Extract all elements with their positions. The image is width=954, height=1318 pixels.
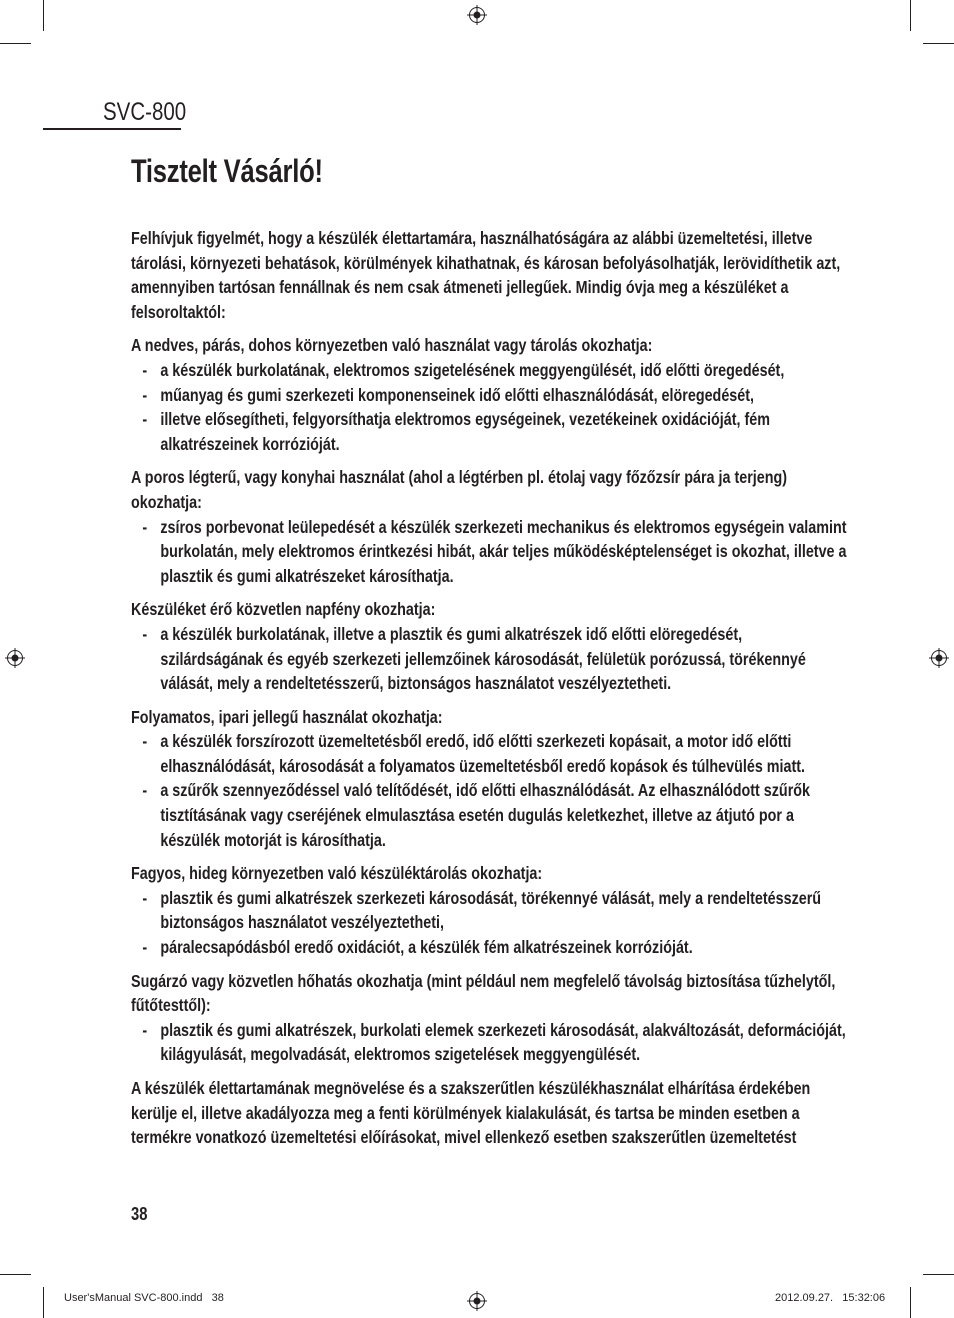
list-item <box>131 383 848 408</box>
bullet-list <box>131 1018 848 1067</box>
section-lead: Fagyos, hideg környezetben való készüléktárolás okozhatja: <box>131 863 543 884</box>
document-body <box>131 226 848 1159</box>
header-rule <box>43 128 181 130</box>
page-number: 38 <box>131 1204 148 1224</box>
registration-mark-icon <box>467 1291 487 1311</box>
crop-mark <box>0 1274 31 1275</box>
page-title: Tisztelt Vásárló! <box>131 153 323 189</box>
list-item-text: a készülék burkolatának, illetve a plasztik és gumi alkatrészek idő előtti elöregedését, szilárdságának és egyéb szerkezeti jellemzőinek károsodását, felületük porózussá, törékennyé válását, mely a rendeltetésszerű, biztonságos használatot veszélyeztetheti. <box>160 623 806 694</box>
bullet-list <box>131 622 848 696</box>
section-lead: A nedves, párás, dohos környezetben való használat vagy tárolás okozhatja: <box>131 335 653 356</box>
dash-marker: - <box>142 887 148 908</box>
model-name: SVC-800 <box>103 98 187 126</box>
bullet-list <box>131 515 848 589</box>
list-item <box>131 778 848 852</box>
list-item-text: plasztik és gumi alkatrészek szerkezeti károsodását, törékennyé válását, mely a rendeltetésszerű biztonságos használatot veszélyeztetheti, <box>160 887 822 933</box>
list-item-text: zsíros porbevonat leülepedését a készülék szerkezeti mechanikus és elektromos egységein valamint burkolatán, mely elektromos érintkezési hibát, akár teljes működésképtelenséget is okozhat, illetve a plasztik és gumi alkatrészeket károsíthatja. <box>160 516 847 586</box>
section-lead: A poros légterű, vagy konyhai használat (ahol a légtérben pl. étolaj vagy főzőzsír pára ja terjeng) okozhatja: <box>131 467 788 512</box>
closing-paragraph: A készülék élettartamának megnövelése és a szakszerűtlen készülékhasználat elhárítása érdekében kerülje el, illetve akadályozza meg a fenti körülmények kialakulását, és tartsa be minden esetben a termékre vonatkozó üzemeltetési előírásokat, mivel ellenkező esetben szakszerűtlen üzemeltetést <box>131 1078 811 1148</box>
list-item <box>131 515 848 589</box>
dash-marker: - <box>142 409 148 430</box>
dash-marker: - <box>142 731 148 752</box>
crop-mark <box>43 1287 44 1318</box>
bullet-list <box>131 886 848 960</box>
crop-mark <box>43 0 44 31</box>
list-item-text: a készülék burkolatának, elektromos szigetelésének meggyengülését, idő előtti öregedését, <box>160 359 785 380</box>
dash-marker: - <box>142 780 148 801</box>
crop-mark <box>923 43 954 44</box>
list-item-text: a szűrők szennyeződéssel való telítődését, idő előtti elhasználódását. Az elhasználódott szűrők tisztításának vagy cseréjének elmulasztása esetén dugulás keletkezhet, illetve az átjutó por a készülék motorját is károsíthatja. <box>160 780 811 850</box>
dash-marker: - <box>142 359 148 380</box>
list-item <box>131 886 848 935</box>
list-item <box>131 622 848 696</box>
section-lead: Folyamatos, ipari jellegű használat okozhatja: <box>131 706 443 727</box>
slug-timestamp: 2012.09.27. 15:32:06 <box>775 1292 886 1304</box>
dash-marker: - <box>142 937 148 958</box>
list-item-text: illetve elősegítheti, felgyorsíthatja elektromos egységeinek, vezetékeinek oxidációját, fém alkatrészeinek korrózióját. <box>160 409 770 454</box>
crop-mark <box>923 1274 954 1275</box>
registration-mark-icon <box>5 648 25 668</box>
list-item-text: plasztik és gumi alkatrészek, burkolati elemek szerkezeti károsodását, alakváltozását, deformációját, kilágyulását, megolvadását, elektromos szigetelések meggyengülését. <box>160 1019 846 1065</box>
dash-marker: - <box>142 384 148 405</box>
list-item <box>131 407 848 456</box>
section-lead: Sugárzó vagy közvetlen hőhatás okozhatja (mint például nem megfelelő távolság biztosítása tűzhelytől, fűtőtesttől): <box>131 970 836 1016</box>
dash-marker: - <box>142 1019 148 1040</box>
section-lead: Készüléket érő közvetlen napfény okozhatja: <box>131 599 436 620</box>
list-item <box>131 358 848 383</box>
list-item-text: műanyag és gumi szerkezeti komponenseinek idő előtti elhasználódását, elöregedését, <box>160 384 755 405</box>
list-item <box>131 935 848 960</box>
crop-mark <box>910 0 911 31</box>
registration-mark-icon <box>467 5 487 25</box>
bullet-list <box>131 729 848 852</box>
list-item <box>131 729 848 778</box>
crop-mark <box>0 43 31 44</box>
slug-file-info: User'sManual SVC-800.indd 38 <box>64 1292 224 1304</box>
bullet-list <box>131 358 848 456</box>
list-item-text: a készülék forszírozott üzemeltetésből eredő, idő előtti szerkezeti kopásait, a motor idő előtti elhasználódását, károsodását a folyamatos üzemeltetésből eredő kopások és túlhevülés miatt. <box>160 731 806 776</box>
intro-paragraph: Felhívjuk figyelmét, hogy a készülék élettartamára, használhatóságára az alábbi üzemeltetési, illetve tárolási, környezeti behatások, körülmények kihathatnak, és károsan befolyásolhatják, lerövidíthetik azt, amennyiben tartósan fennállnak és nem csak átmeneti jellegűek. Mindig óvja meg a készüléket a felsoroltaktól: <box>131 228 841 322</box>
dash-marker: - <box>142 623 148 644</box>
dash-marker: - <box>142 516 148 537</box>
list-item <box>131 1018 848 1067</box>
registration-mark-icon <box>929 648 949 668</box>
list-item-text: páralecsapódásból eredő oxidációt, a készülék fém alkatrészeinek korrózióját. <box>160 937 693 958</box>
crop-mark <box>910 1287 911 1318</box>
